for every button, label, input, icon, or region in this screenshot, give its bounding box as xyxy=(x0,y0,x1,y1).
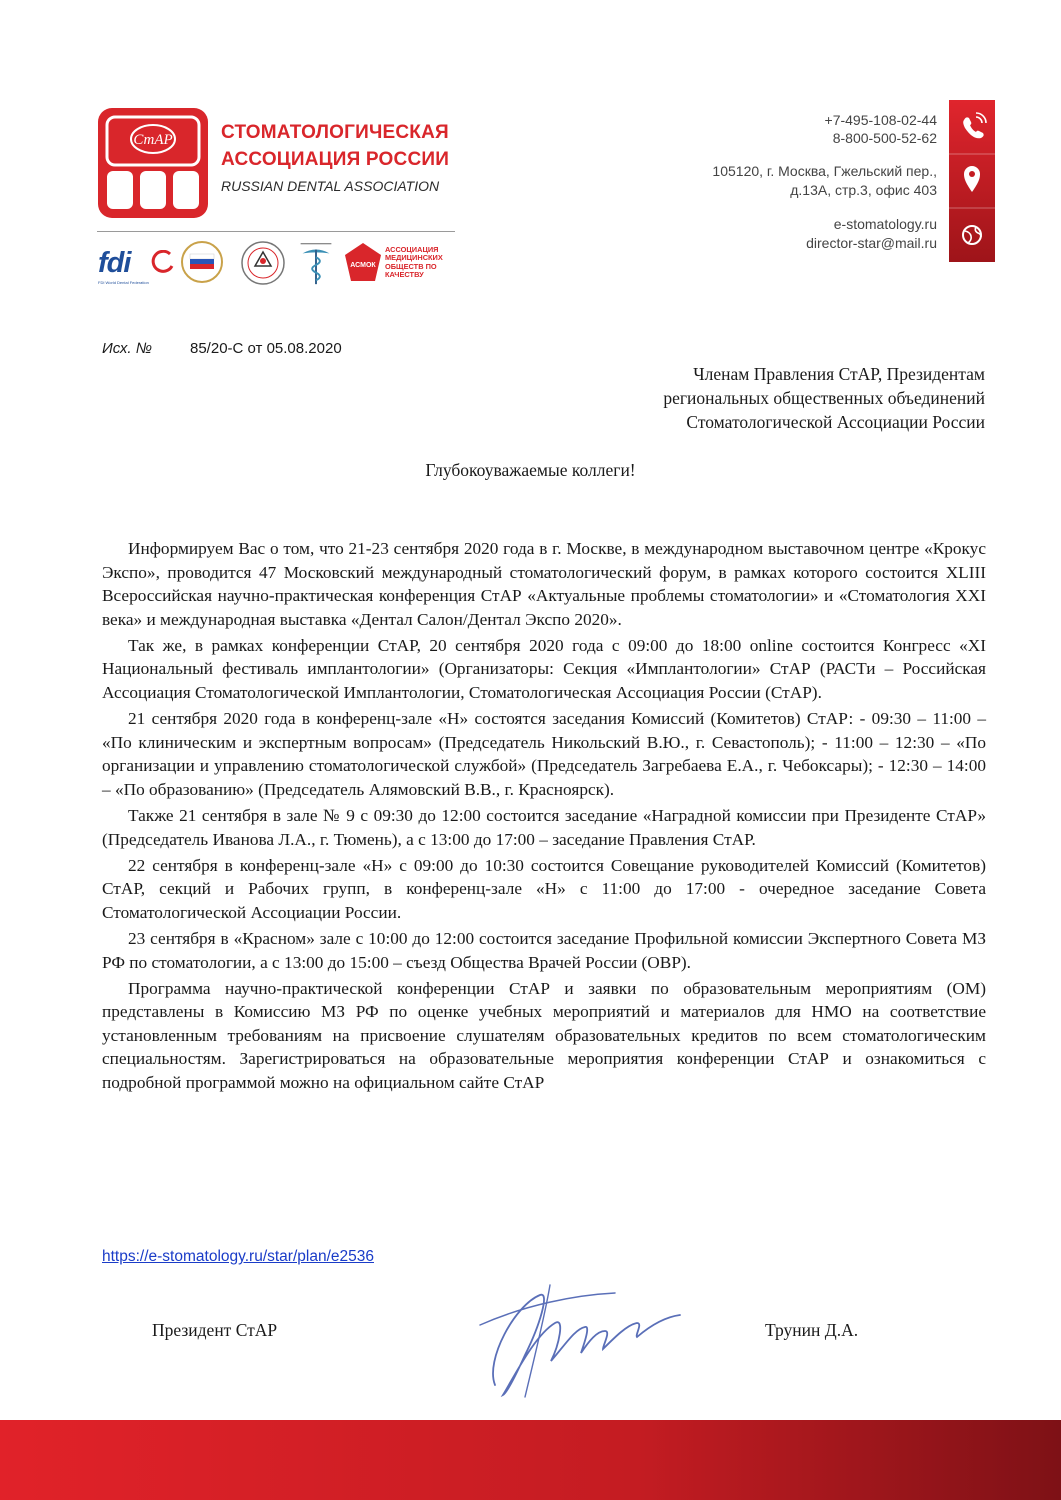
org-name-line-1: СТОМАТОЛОГИЧЕСКАЯ xyxy=(221,122,449,143)
org-name-line-2: АССОЦИАЦИЯ РОССИИ xyxy=(221,149,450,170)
letter-body xyxy=(102,537,986,1095)
association-emblem-logo xyxy=(239,238,287,288)
salutation: Глубокоуважаемые коллеги! xyxy=(425,460,636,480)
addressee-line-1: Членам Правления СтАР, Президентам xyxy=(693,364,985,384)
address-line-2: д.13А, стр.3, офис 403 xyxy=(790,182,937,198)
body-paragraph: 23 сентября в «Красном» зале с 10:00 до 12:00 состоится заседание Профильной комиссии Экспертного Совета МЗ РФ по стоматологии, а с 13:00 до 15:00 – съезд Общества Врачей России (ОВР). xyxy=(102,929,986,972)
footer-band xyxy=(0,1420,1061,1500)
asmok-badge-text: АСМОК xyxy=(350,262,376,269)
website: e-stomatology.ru xyxy=(833,216,937,232)
asmok-logo-text: АССОЦИАЦИЯ МЕДИЦИНСКИХ ОБЩЕСТВ ПО КАЧЕСТВУ xyxy=(385,245,443,280)
body-paragraph: Так же, в рамках конференции СтАР, 20 сентября 2020 года с 09:00 до 18:00 online состоится Конгресс «XI Национальный фестиваль имплантологии» (Организаторы: Секция «Имплантологии» СтАР (РАСТи – Российская Ассоциация Стоматологической Имплантологии, Стоматологическая Ассоциация России (СтАР). xyxy=(102,635,986,703)
contact-icon-bar xyxy=(949,100,995,262)
national-medical-chamber-logo xyxy=(180,238,224,288)
caduceus-logo xyxy=(294,238,338,288)
handwritten-signature xyxy=(455,1265,695,1405)
header-divider xyxy=(97,231,455,232)
body-paragraph: Программа научно-практической конференции СтАР и заявки по образовательным мероприятиям (ОМ) представлены в Комиссию МЗ РФ по оценке учебных мероприятий и материалов для НМО на соответствие установленным требованиям на присвоение слушателям образовательных кредитов по всем стоматологическим специальностям. Зарегистрироваться на образовательные мероприятия конференции СтАР и ознакомиться с подробной программой можно на официальном сайте СтАР xyxy=(102,978,986,1093)
addressee-line-2: региональных общественных объединений xyxy=(663,388,985,408)
address-line-1: 105120, г. Москва, Гжельский пер., xyxy=(712,163,937,179)
email-address: director-star@mail.ru xyxy=(806,235,937,251)
body-paragraph: 22 сентября в конференц-зале «Н» с 09:00 до 10:30 состоится Совещание руководителей Комиссий (Комитетов) СтАР, секций и Рабочих групп, в конференц-зале «Н» с 11:00 до 17:00 - очередное заседание Совета Стоматологической Ассоциации России. xyxy=(102,855,986,922)
outgoing-number-value: 85/20-С от 05.08.2020 xyxy=(190,340,342,357)
phone-number-1: +7-495-108-02-44 xyxy=(824,112,937,128)
addressee-line-3: Стоматологической Ассоциации России xyxy=(686,412,985,432)
fdi-subtitle: FDI World Dental Federation xyxy=(98,280,149,285)
signatory-title: Президент СтАР xyxy=(152,1320,278,1340)
fdi-swoosh-icon xyxy=(150,250,174,274)
org-name-english: RUSSIAN DENTAL ASSOCIATION xyxy=(221,178,440,194)
signatory-name: Трунин Д.А. xyxy=(765,1320,859,1340)
program-link[interactable]: https://e-stomatology.ru/star/plan/e2536 xyxy=(102,1248,374,1265)
fdi-logo: fdi xyxy=(98,247,131,279)
outgoing-number-label: Исх. № xyxy=(102,340,152,357)
body-paragraph: Также 21 сентября в зале № 9 с 09:30 до 12:00 состоится заседание «Наградной комиссии при Президенте СтАР» (Председатель Иванова Л.А., г. Тюмень), а с 13:00 до 17:00 – заседание Правления СтАР. xyxy=(102,806,986,849)
body-paragraph: 21 сентября 2020 года в конференц-зале «Н» состоятся заседания Комиссий (Комитетов) СтАР: - 09:30 – 11:00 – «По клиническим и экспертным вопросам» (Председатель Никольский В.Ю., г. Севастополь); - 11:00 – 12:30 – «По организации и управлению стоматологической службой» (Председатель Загребаева Е.А., г. Чебоксары); - 12:30 – 14:00 – «По образованию» (Председатель Алямовский В.В., г. Красноярск). xyxy=(102,709,986,799)
svg-text:СтАР: СтАР xyxy=(133,132,173,148)
phone-number-2: 8-800-500-52-62 xyxy=(832,130,937,146)
body-paragraph: Информируем Вас о том, что 21-23 сентября 2020 года в г. Москве, в международном выставочном центре «Крокус Экспо», проводится 47 Московский международный стоматологический форум, в рамках которого состоится XLIII Всероссийская научно-практическая конференция СтАР «Актуальные проблемы стоматологии» и «Стоматология XXI века» и международная выставка «Дентал Салон/Дентал Экспо 2020». xyxy=(102,539,986,629)
association-logo xyxy=(97,107,209,219)
